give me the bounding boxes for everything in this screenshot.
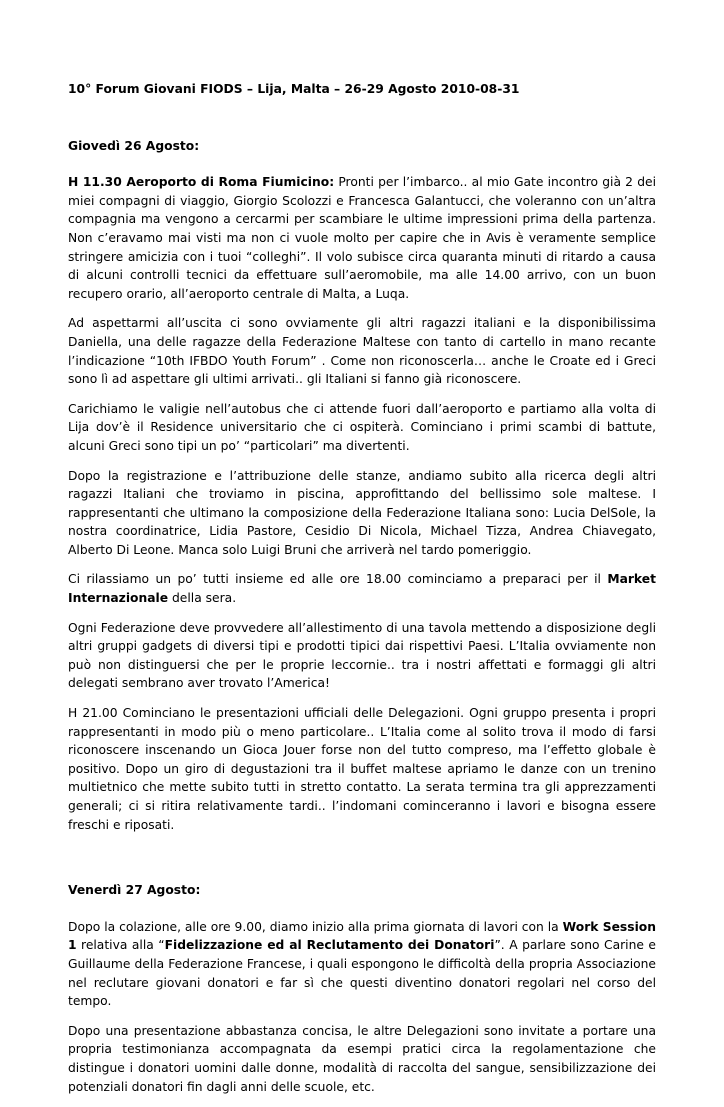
paragraph: Ogni Federazione deve provvedere all’allestimento di una tavola mettendo a disposizione degli altri gruppi gadgets di diversi tipi e prodotti tipici dai rispettivi Paesi. L’Italia ovviamente non può non distinguersi che per le proprie leccornie.. tra i nostri affettati e formaggi gli altri delegati sembrano aver trovato l’America! (68, 620, 656, 691)
paragraph (68, 173, 656, 303)
day-heading-thursday: Giovedì 26 Agosto: (68, 138, 200, 153)
paragraph-text: Pronti per l’imbarco.. al mio Gate incontro già 2 dei miei compagni di viaggio, Giorgio Scolozzi e Francesca Galantucci, che voleranno con un’altra compagnia ma vengono a cercarmi per scambiare le ultime impressioni prima della partenza. Non c’eravamo mai visti ma non ci vuole molto per capire che in Avis è veramente semplice stringere amicizia con i tuoi “colleghi”. Il volo subisce circa quaranta minuti di ritardo a causa di alcuni controlli tecnici da effettuare sull’aeromobile, ma alle 14.00 arrivo, con un buon recupero orario, all’aeroporto centrale di Malta, a Luqa. (68, 175, 657, 301)
paragraph-text: Ci rilassiamo un po’ tutti insieme ed alle ore 18.00 cominciamo a preparaci per il (68, 572, 608, 587)
section-gap (68, 845, 656, 881)
day-heading-friday: Venerdì 27 Agosto: (68, 883, 201, 898)
paragraph: Dopo una presentazione abbastanza concisa, le altre Delegazioni sono invitate a portare una propria testimonianza accompagnata da esempi pratici circa la regolamentazione che distingue i donatori uomini dalle donne, modalità di raccolta del sangue, sensibilizzazione dei potenziali donatori fin dagli anni delle scuole, etc. (68, 1023, 656, 1094)
paragraph (68, 570, 656, 607)
paragraph-text: della sera. (168, 591, 237, 606)
bold-phrase: H 11.30 Aeroporto di Roma Fiumicino: (68, 175, 335, 190)
document-title: 10° Forum Giovani FIODS – Lija, Malta – 26-29 Agosto 2010-08-31 (68, 82, 520, 96)
paragraph-text: relativa alla “ (76, 938, 165, 953)
bold-phrase: Fidelizzazione ed al Reclutamento dei Donatori (164, 938, 495, 953)
paragraph-text: Dopo la colazione, alle ore 9.00, diamo inizio alla prima giornata di lavori con la (68, 919, 563, 934)
document-page (68, 80, 656, 1107)
paragraph (68, 918, 656, 1011)
paragraph: Dopo la registrazione e l’attribuzione delle stanze, andiamo subito alla ricerca degli altri ragazzi Italiani che troviamo in piscina, approfittando del bellissimo sole maltese. I rappresentanti che ultimano la composizione della Federazione Italiana sono: Lucia DelSole, la nostra coordinatrice, Lidia Pastore, Cesidio Di Nicola, Michael Tizza, Andrea Chiavegato, Alberto Di Leone. Manca solo Luigi Bruni che arriverà nel tardo pomeriggio. (68, 468, 656, 557)
paragraph: Carichiamo le valigie nell’autobus che ci attende fuori dall’aeroporto e partiamo alla volta di Lija dov’è il Residence universitario che ci ospiterà. Cominciano i primi scambi di battute, alcuni Greci sono tipi un po’ “particolari” ma divertenti. (68, 401, 656, 453)
bold-phrase: Market Internazionale (68, 572, 656, 606)
paragraph: Ad aspettarmi all’uscita ci sono ovviamente gli altri ragazzi italiani e la disponibilissima Daniella, una delle ragazze della Federazione Maltese con tanto di cartello in mano recante l’indicazione “10th IFBDO Youth Forum” . Come non riconoscerla… anche le Croate ed i Greci sono lì ad aspettare gli ultimi arrivati.. gli Italiani si fanno già riconoscere. (68, 316, 656, 387)
paragraph-text: ”. A parlare sono Carine e Guillaume della Federazione Francese, i quali espongono le difficoltà della propria Associazione nel reclutare giovani donatori e far sì che questi diventino donatori regolari nel corso del tempo. (68, 938, 656, 1009)
bold-phrase: Work Session 1 (68, 919, 656, 953)
paragraph: H 21.00 Cominciano le presentazioni ufficiali delle Delegazioni. Ogni gruppo presenta i propri rappresentanti in modo più o meno particolare.. L’Italia come al solito trova il modo di farsi riconoscere inscenando un Gioca Jouer forse non del tutto compreso, ma l’effetto globale è positivo. Dopo un giro di degustazioni tra il buffet maltese apriamo le danze con un trenino multietnico che mette subito tutti in stretto contatto. La serata termina tra gli apprezzamenti generali; ci si ritira relativamente tardi.. l’indomani cominceranno i lavori e bisogna essere freschi e riposati. (68, 706, 656, 832)
